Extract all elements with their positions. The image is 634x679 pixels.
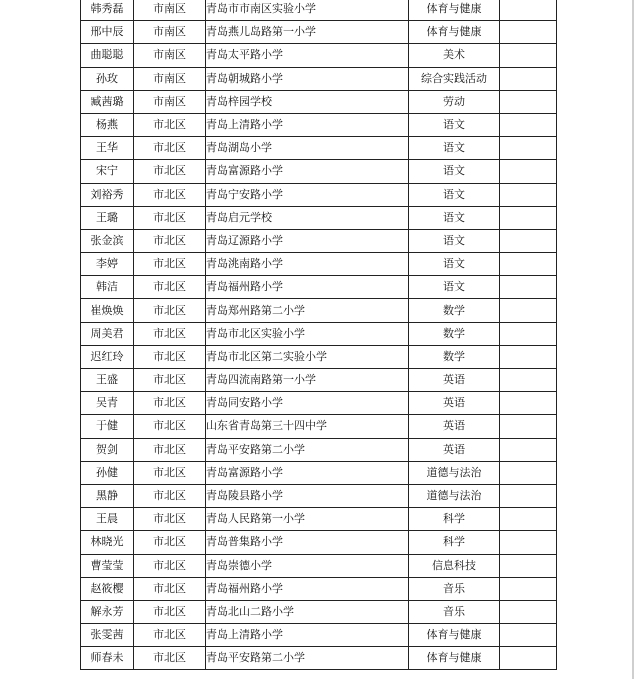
subject-cell: 道德与法治 [409,461,500,484]
district-cell: 市北区 [134,461,206,484]
teacher-name-cell: 杨燕 [81,113,134,136]
subject-cell: 语文 [409,160,500,183]
school-cell: 青岛市北区实验小学 [206,322,409,345]
school-cell: 青岛北山二路小学 [206,600,409,623]
subject-cell: 语文 [409,183,500,206]
teacher-name-cell: 贺剑 [81,438,134,461]
table-row [81,229,557,252]
district-cell: 市北区 [134,253,206,276]
subject-cell: 语文 [409,206,500,229]
school-cell: 青岛福州路小学 [206,276,409,299]
table-row [81,554,557,577]
school-cell: 山东省青岛第三十四中学 [206,415,409,438]
empty-cell [500,183,557,206]
school-cell: 青岛梓园学校 [206,90,409,113]
subject-cell: 语文 [409,113,500,136]
table-row [81,299,557,322]
district-cell: 市北区 [134,299,206,322]
school-cell: 青岛洮南路小学 [206,253,409,276]
district-cell: 市北区 [134,345,206,368]
school-cell: 青岛四流南路第一小学 [206,369,409,392]
district-cell: 市南区 [134,44,206,67]
empty-cell [500,369,557,392]
school-cell: 青岛湖岛小学 [206,137,409,160]
table-row [81,113,557,136]
table-row [81,392,557,415]
table-row [81,276,557,299]
teacher-name-cell: 宋宁 [81,160,134,183]
district-cell: 市北区 [134,508,206,531]
teacher-name-cell: 韩洁 [81,276,134,299]
table-row [81,369,557,392]
school-cell: 青岛同安路小学 [206,392,409,415]
teacher-name-cell: 刘裕秀 [81,183,134,206]
subject-cell: 科学 [409,508,500,531]
empty-cell [500,229,557,252]
teacher-name-cell: 解永芳 [81,600,134,623]
subject-cell: 语文 [409,253,500,276]
empty-cell [500,299,557,322]
school-cell: 青岛崇德小学 [206,554,409,577]
teacher-name-cell: 李婷 [81,253,134,276]
school-cell: 青岛辽源路小学 [206,229,409,252]
district-cell: 市北区 [134,113,206,136]
subject-cell: 劳动 [409,90,500,113]
teacher-name-cell: 曲聪聪 [81,44,134,67]
table-row [81,160,557,183]
district-cell: 市南区 [134,21,206,44]
district-cell: 市南区 [134,67,206,90]
teacher-name-cell: 吴青 [81,392,134,415]
subject-cell: 信息科技 [409,554,500,577]
empty-cell [500,276,557,299]
teacher-name-cell: 王盛 [81,369,134,392]
table-row [81,44,557,67]
subject-cell: 体育与健康 [409,0,500,21]
empty-cell [500,531,557,554]
school-cell: 青岛朝城路小学 [206,67,409,90]
teacher-name-cell: 孙玫 [81,67,134,90]
empty-cell [500,137,557,160]
district-cell: 市北区 [134,554,206,577]
subject-cell: 数学 [409,322,500,345]
school-cell: 青岛普集路小学 [206,531,409,554]
district-cell: 市北区 [134,392,206,415]
table-row [81,508,557,531]
subject-cell: 语文 [409,276,500,299]
empty-cell [500,438,557,461]
table-row [81,624,557,647]
teacher-name-cell: 王华 [81,137,134,160]
empty-cell [500,624,557,647]
district-cell: 市北区 [134,531,206,554]
subject-cell: 语文 [409,137,500,160]
district-cell: 市北区 [134,600,206,623]
district-cell: 市北区 [134,276,206,299]
table-row [81,531,557,554]
table-row [81,647,557,670]
table-row [81,322,557,345]
subject-cell: 体育与健康 [409,21,500,44]
district-cell: 市北区 [134,206,206,229]
district-cell: 市北区 [134,624,206,647]
district-cell: 市北区 [134,647,206,670]
empty-cell [500,113,557,136]
table-row [81,67,557,90]
table-row [81,345,557,368]
empty-cell [500,461,557,484]
empty-cell [500,345,557,368]
table-row [81,21,557,44]
district-cell: 市北区 [134,438,206,461]
district-cell: 市北区 [134,415,206,438]
teacher-name-cell: 臧茜璐 [81,90,134,113]
subject-cell: 数学 [409,299,500,322]
school-cell: 青岛上清路小学 [206,113,409,136]
teacher-name-cell: 师春未 [81,647,134,670]
empty-cell [500,0,557,21]
subject-cell: 语文 [409,229,500,252]
district-cell: 市南区 [134,0,206,21]
district-cell: 市北区 [134,369,206,392]
table-row [81,415,557,438]
teacher-name-cell: 周美君 [81,322,134,345]
subject-cell: 英语 [409,369,500,392]
teacher-name-cell: 张雯茜 [81,624,134,647]
school-cell: 青岛燕儿岛路第一小学 [206,21,409,44]
empty-cell [500,392,557,415]
empty-cell [500,484,557,507]
school-cell: 青岛福州路小学 [206,577,409,600]
district-cell: 市南区 [134,90,206,113]
school-cell: 青岛郑州路第二小学 [206,299,409,322]
table-row [81,137,557,160]
empty-cell [500,253,557,276]
roster-body [81,0,557,670]
teacher-name-cell: 韩秀磊 [81,0,134,21]
subject-cell: 音乐 [409,577,500,600]
empty-cell [500,322,557,345]
school-cell: 青岛平安路第二小学 [206,438,409,461]
subject-cell: 英语 [409,415,500,438]
teacher-name-cell: 孙健 [81,461,134,484]
district-cell: 市北区 [134,229,206,252]
school-cell: 青岛市北区第二实验小学 [206,345,409,368]
school-cell: 青岛市市南区实验小学 [206,0,409,21]
empty-cell [500,577,557,600]
school-cell: 青岛太平路小学 [206,44,409,67]
school-cell: 青岛富源路小学 [206,160,409,183]
subject-cell: 数学 [409,345,500,368]
district-cell: 市北区 [134,183,206,206]
table-row [81,90,557,113]
table-row [81,183,557,206]
teacher-name-cell: 崔焕焕 [81,299,134,322]
table-row [81,438,557,461]
teacher-name-cell: 赵筱樱 [81,577,134,600]
district-cell: 市北区 [134,577,206,600]
school-cell: 青岛平安路第二小学 [206,647,409,670]
empty-cell [500,600,557,623]
empty-cell [500,206,557,229]
school-cell: 青岛宁安路小学 [206,183,409,206]
empty-cell [500,554,557,577]
empty-cell [500,67,557,90]
empty-cell [500,415,557,438]
table-row [81,577,557,600]
subject-cell: 体育与健康 [409,624,500,647]
teacher-name-cell: 王晨 [81,508,134,531]
teacher-roster-table [80,0,557,670]
district-cell: 市北区 [134,322,206,345]
table-row [81,253,557,276]
empty-cell [500,647,557,670]
district-cell: 市北区 [134,137,206,160]
teacher-name-cell: 邢中辰 [81,21,134,44]
empty-cell [500,90,557,113]
teacher-name-cell: 王璐 [81,206,134,229]
empty-cell [500,44,557,67]
empty-cell [500,160,557,183]
school-cell: 青岛陵县路小学 [206,484,409,507]
subject-cell: 英语 [409,438,500,461]
teacher-name-cell: 黑静 [81,484,134,507]
teacher-name-cell: 迟红玲 [81,345,134,368]
subject-cell: 音乐 [409,600,500,623]
school-cell: 青岛人民路第一小学 [206,508,409,531]
table-row [81,461,557,484]
subject-cell: 美术 [409,44,500,67]
subject-cell: 道德与法治 [409,484,500,507]
teacher-name-cell: 林晓光 [81,531,134,554]
subject-cell: 英语 [409,392,500,415]
empty-cell [500,21,557,44]
teacher-name-cell: 曹莹莹 [81,554,134,577]
empty-cell [500,508,557,531]
table-row [81,206,557,229]
subject-cell: 科学 [409,531,500,554]
table-row [81,600,557,623]
subject-cell: 体育与健康 [409,647,500,670]
table-row [81,484,557,507]
district-cell: 市北区 [134,160,206,183]
teacher-name-cell: 张金滨 [81,229,134,252]
school-cell: 青岛启元学校 [206,206,409,229]
teacher-name-cell: 于健 [81,415,134,438]
subject-cell: 综合实践活动 [409,67,500,90]
school-cell: 青岛富源路小学 [206,461,409,484]
table-row [81,0,557,21]
school-cell: 青岛上清路小学 [206,624,409,647]
district-cell: 市北区 [134,484,206,507]
